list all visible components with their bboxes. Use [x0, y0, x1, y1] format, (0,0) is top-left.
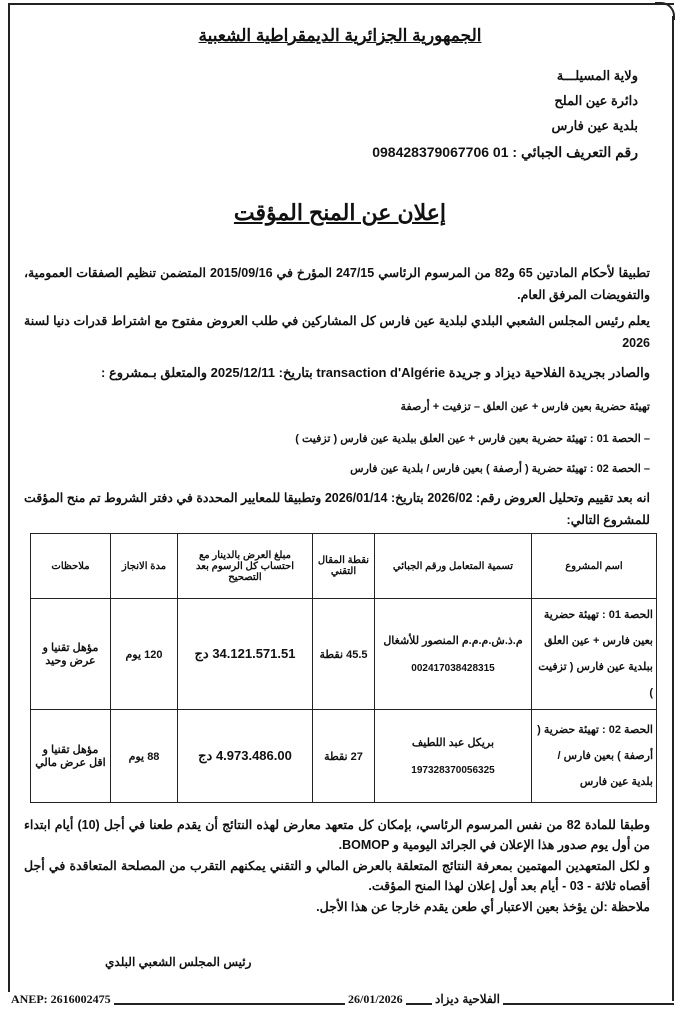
- project-title: تهيئة حضرية بعين فارس + عين العلق – تزفيت + أرصفة: [400, 401, 650, 413]
- fiscal-id: رقم التعريف الجبائي : 01 098428379067706: [372, 144, 638, 160]
- document-title: إعلان عن المنح المؤقت: [233, 200, 447, 225]
- signature-title: رئيس المجلس الشعبي البلدي: [105, 955, 252, 969]
- operator-name: بريكل عبد اللطيف: [411, 737, 495, 749]
- intro-paragraph: تطبيقا لأحكام المادتين 65 و82 من المرسوم الرئاسي 247/15 المؤرخ في 2015/09/16 المتضمن تنظيم الصفقات العمومية، والتفويضات المرفق العام.: [24, 266, 650, 302]
- lot-02: – الحصة 02 : تهيئة حضرية ( أرصفة ) بعين فارس / بلدية عين فارس: [350, 463, 650, 475]
- col-amount: مبلغ العرض بالدينار مع احتساب كل الرسوم بعد التصحيح: [178, 534, 313, 599]
- score-cell: 27 نقطة: [313, 710, 375, 803]
- operator-cell: [375, 599, 532, 710]
- score-cell: 45.5 نقطة: [313, 599, 375, 710]
- operator-cell: [375, 710, 532, 803]
- publication-paragraph: والصادر بجريدة الفلاحية ديزاد و جريدة transaction d'Algérie بتاريخ: 2025/12/11 والمتعلق بـمشروع :: [101, 365, 650, 380]
- col-score: نقطة المقال التقني: [313, 534, 375, 599]
- table-row: [31, 710, 657, 803]
- republic-heading: الجمهورية الجزائرية الديمقراطية الشعبية: [198, 26, 482, 45]
- notes-cell: مؤهل تقنيا و عرض وحيد: [31, 599, 111, 710]
- daira: دائرة عين الملح: [554, 93, 638, 108]
- award-table: [30, 533, 657, 803]
- appeal-paragraph: وطبقا للمادة 82 من نفس المرسوم الرئاسي، بإمكان كل متعهد معارض لهذه النتائج أن يقدم طعنا في أجل (10) أيام ابتداء من أول يوم صدور هذا الإعلان في الجرائد اليومية و BOMOP.: [24, 818, 651, 852]
- consultation-paragraph: و لكل المتعهدين المهتمين بمعرفة النتائج المتعلقة بالعرض المالي و التقني يمكنهم التقرب من المصلحة المتعاقدة في أجل أقصاه ثلاثة - 03 - أيام بعد أول إعلان لهذا المنح المؤقت.: [24, 859, 650, 893]
- col-project: اسم المشروع: [532, 534, 657, 599]
- col-duration: مدة الانجاز: [111, 534, 178, 599]
- project-cell: الحصة 01 : تهيئة حضرية بعين فارس + عين العلق ببلدية عين فارس ( تزفيت ): [532, 599, 657, 710]
- col-notes: ملاحظات: [31, 534, 111, 599]
- wilaya: ولاية المسيلـــة: [556, 68, 638, 83]
- table-row: [31, 599, 657, 710]
- note-paragraph: ملاحظة :لن يؤخذ بعين الاعتبار أي طعن يقدم خارجا عن هذا الأجل.: [316, 900, 650, 914]
- notes-cell: مؤهل تقنيا و اقل عرض مالي: [31, 710, 111, 803]
- commune: بلدية عين فارس: [551, 118, 638, 133]
- operator-name: م.ذ.ش.م.م.م المنصور للأشغال: [383, 635, 523, 647]
- duration-cell: 120 يوم: [111, 599, 178, 710]
- lot-01: – الحصة 01 : تهيئة حضرية بعين فارس + عين العلق ببلدية عين فارس ( تزفيت ): [295, 433, 650, 445]
- evaluation-paragraph: انه بعد تقييم وتحليل العروض رقم: 2026/02 بتاريخ: 2026/01/14 وتطبيقا للمعايير المحددة في دفتر الشروط تم منح المؤقت للمشروع التالي:: [24, 491, 650, 527]
- anep-number: ANEP: 2616002475: [8, 992, 114, 1007]
- amount-cell: 34.121.571.51 دج: [178, 599, 313, 710]
- table-header-row: [31, 534, 657, 599]
- newspaper-name: الفلاحية ديزاد: [432, 992, 503, 1006]
- page-border-right: [672, 16, 674, 1001]
- notice-paragraph: يعلم رئيس المجلس الشعبي البلدي لبلدية عين فارس كل المشاركين في طلب العروض مفتوح مع اشتراط قدرات دنيا لسنة 2026: [24, 314, 650, 350]
- col-operator: تسمية المتعامل ورقم الجبائي: [375, 534, 532, 599]
- operator-id: 002417038428315: [411, 663, 495, 674]
- project-cell: الحصة 02 : تهيئة حضرية ( أرصفة ) بعين فارس / بلدية عين فارس: [532, 710, 657, 803]
- amount-cell: 4.973.486.00 دج: [178, 710, 313, 803]
- operator-id: 197328370056325: [411, 765, 495, 776]
- duration-cell: 88 يوم: [111, 710, 178, 803]
- publication-date: 26/01/2026: [345, 992, 406, 1007]
